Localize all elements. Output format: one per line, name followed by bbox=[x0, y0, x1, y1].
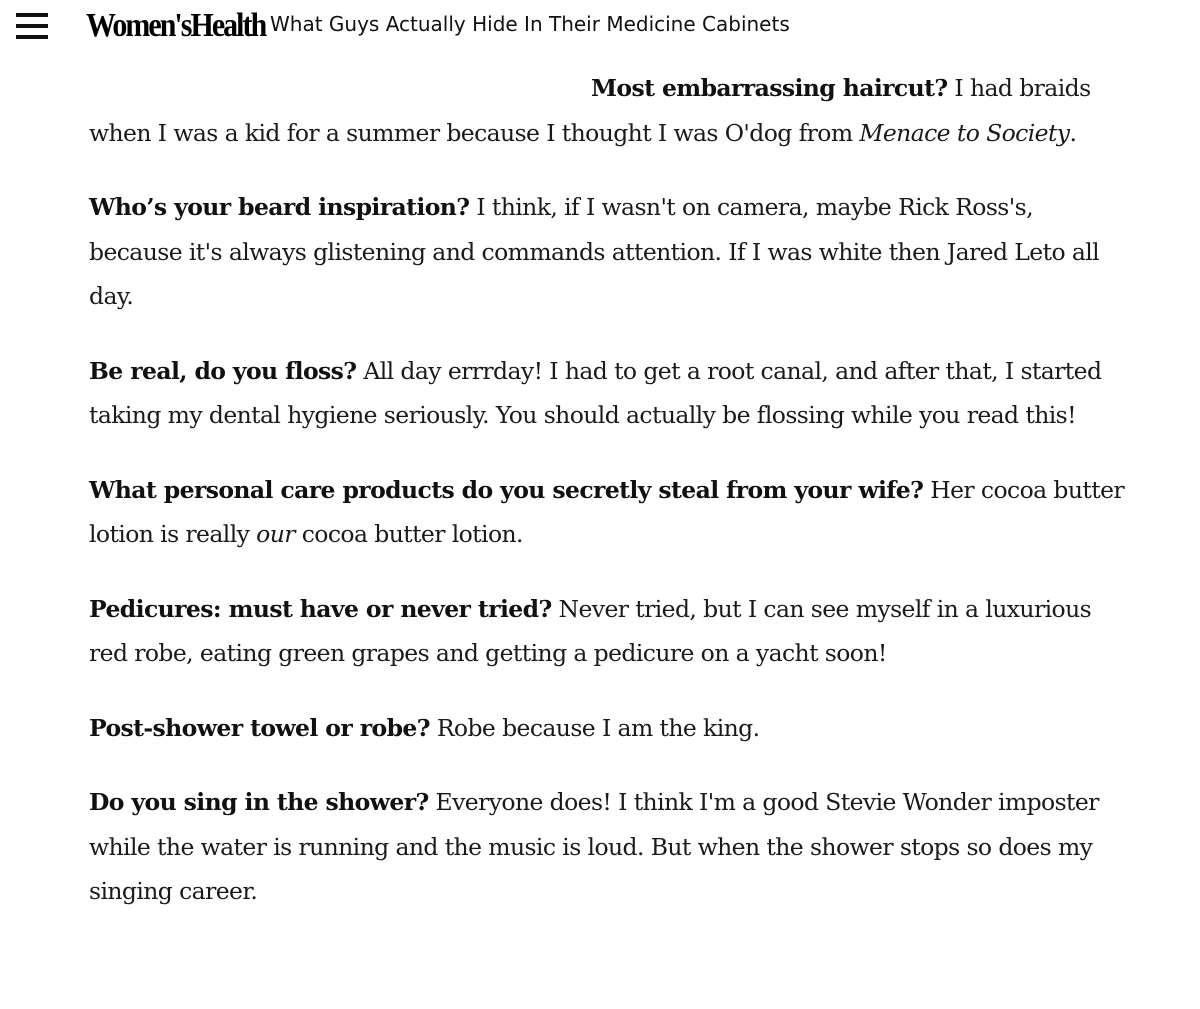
answer-text: Her cocoa butter lotion is really bbox=[89, 475, 1125, 548]
answer-text: Never tried, but I can see myself in a luxurious red robe, eating green grapes and getting a pedicure on a yacht soon! bbox=[89, 594, 1092, 667]
answer-text: I had braids when I was a kid for a summer because I thought I was O'dog from bbox=[89, 74, 1091, 147]
question-text: Do you sing in the shower? bbox=[89, 788, 429, 816]
qa-paragraph bbox=[89, 706, 1129, 751]
question-text: Post-shower towel or robe? bbox=[89, 713, 430, 742]
article-body bbox=[89, 66, 1129, 944]
answer-italic-text: our bbox=[256, 520, 295, 548]
answer-text: I think, if I wasn't on camera, maybe Rick Ross's, because it's always glistening and commands attention. If I was white then Jared Leto all day. bbox=[89, 193, 1100, 310]
answer-text: cocoa butter lotion. bbox=[294, 520, 523, 548]
answer-text: Everyone does! I think I'm a good Stevie Wonder imposter while the water is running and the music is loud. But when the shower stops so does my singing career. bbox=[89, 788, 1099, 905]
answer-italic-text: Menace to Society bbox=[859, 118, 1070, 147]
qa-paragraph bbox=[89, 349, 1129, 438]
question-text: Who’s your beard inspiration? bbox=[89, 193, 470, 221]
article-headline: What Guys Actually Hide In Their Medicine Cabinets bbox=[270, 12, 790, 36]
question-text: What personal care products do you secretly steal from your wife? bbox=[89, 475, 924, 504]
qa-paragraph bbox=[89, 468, 1129, 557]
question-text: Be real, do you floss? bbox=[89, 356, 357, 385]
answer-text: All day errrday! I had to get a root canal, and after that, I started taking my dental hygiene seriously. You should actually be flossing while you read this! bbox=[89, 356, 1102, 429]
qa-paragraph bbox=[89, 66, 1129, 155]
answer-text: Robe because I am the king. bbox=[429, 713, 760, 742]
qa-paragraph bbox=[89, 185, 1129, 319]
site-logo[interactable]: Women'sHealth bbox=[86, 7, 266, 44]
qa-paragraph bbox=[89, 587, 1129, 676]
answer-text: . bbox=[1069, 118, 1077, 147]
site-header bbox=[0, 0, 1200, 56]
hamburger-menu-icon[interactable] bbox=[16, 13, 48, 39]
question-text: Most embarrassing haircut? bbox=[591, 74, 948, 102]
qa-paragraph bbox=[89, 780, 1129, 914]
question-text: Pedicures: must have or never tried? bbox=[89, 594, 552, 623]
